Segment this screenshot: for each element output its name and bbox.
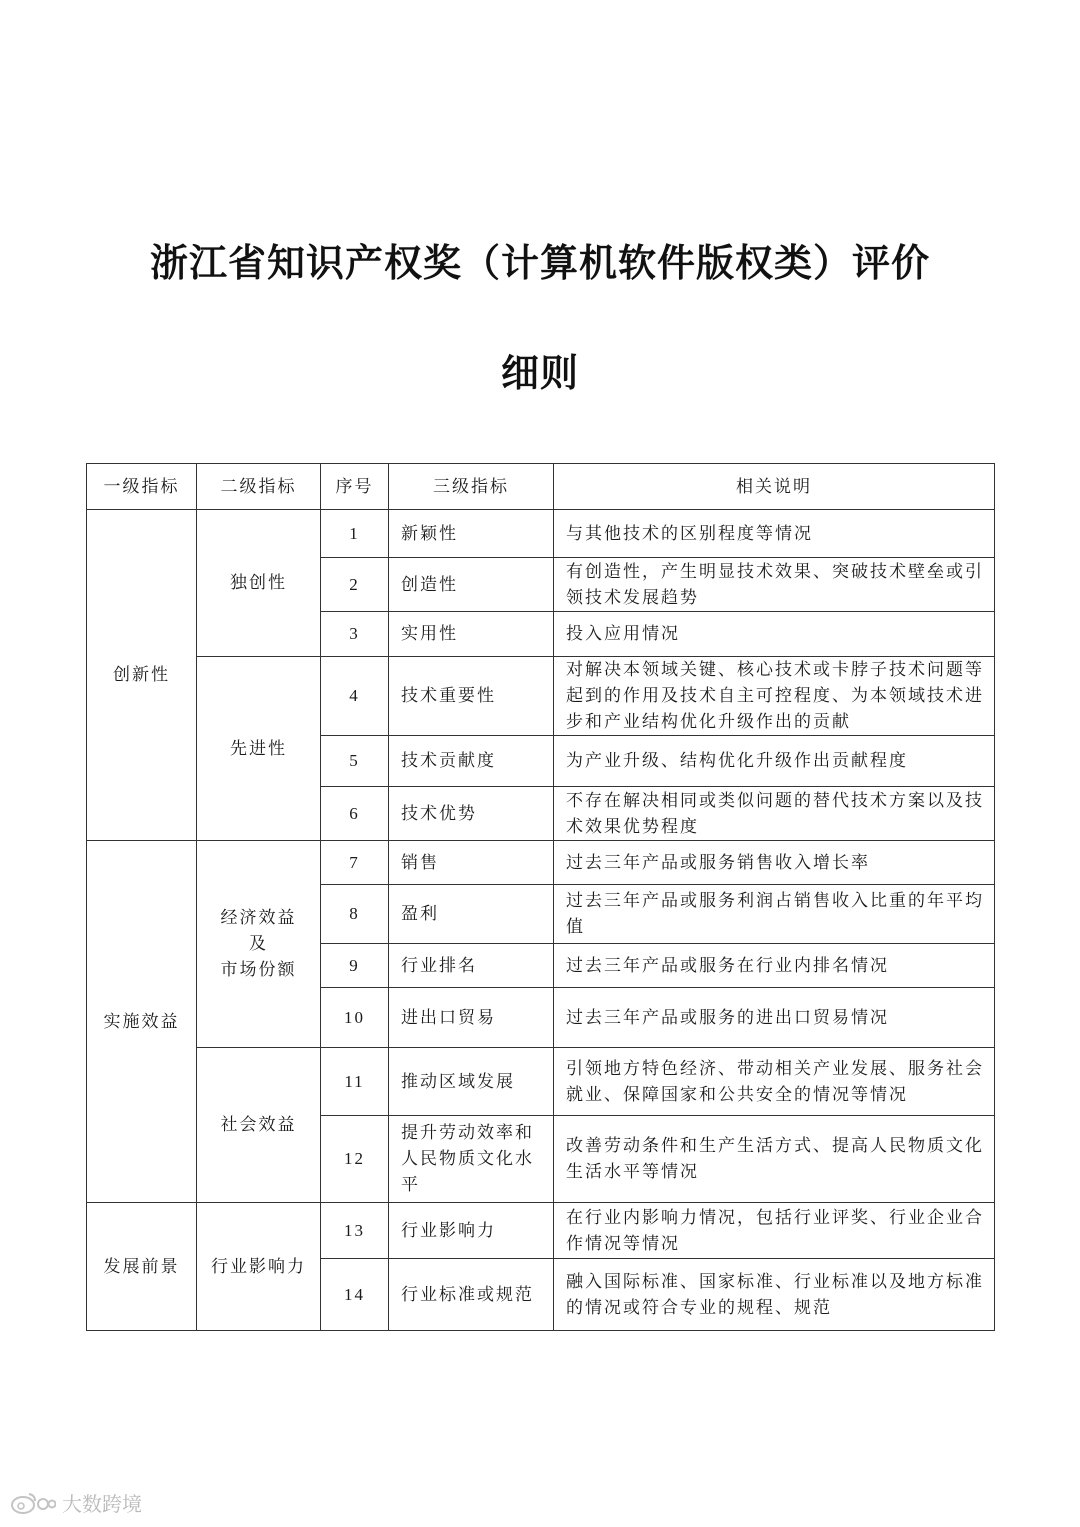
header-level1: 一级指标 bbox=[87, 464, 197, 510]
document-subtitle: 细则 bbox=[500, 351, 579, 395]
level2-cell: 社会效益 bbox=[197, 1048, 321, 1203]
row-number: 8 bbox=[321, 885, 389, 944]
description-cell: 对解决本领域关键、核心技术或卡脖子技术问题等起到的作用及技术自主可控程度、为本领域技术进步和产业结构优化升级作出的贡献 bbox=[554, 657, 995, 736]
level3-cell: 行业影响力 bbox=[389, 1203, 554, 1259]
description-cell: 融入国际标准、国家标准、行业标准以及地方标准的情况或符合专业的规程、规范 bbox=[554, 1259, 995, 1331]
description-cell: 投入应用情况 bbox=[554, 612, 995, 657]
level2-cell: 独创性 bbox=[197, 510, 321, 657]
level3-cell: 盈利 bbox=[389, 885, 554, 944]
description-cell: 有创造性，产生明显技术效果、突破技术壁垒或引领技术发展趋势 bbox=[554, 558, 995, 612]
description-cell: 过去三年产品或服务销售收入增长率 bbox=[554, 841, 995, 885]
level2-cell: 先进性 bbox=[197, 657, 321, 841]
row-number: 6 bbox=[321, 787, 389, 841]
description-cell: 改善劳动条件和生产生活方式、提高人民物质文化生活水平等情况 bbox=[554, 1116, 995, 1203]
row-number: 5 bbox=[321, 736, 389, 787]
evaluation-table bbox=[86, 463, 995, 1331]
description-cell: 过去三年产品或服务的进出口贸易情况 bbox=[554, 988, 995, 1048]
table-header-row bbox=[87, 464, 995, 510]
table-row bbox=[87, 1203, 995, 1259]
description-cell: 过去三年产品或服务利润占销售收入比重的年平均值 bbox=[554, 885, 995, 944]
table-row bbox=[87, 841, 995, 885]
level3-cell: 技术重要性 bbox=[389, 657, 554, 736]
level3-cell: 技术优势 bbox=[389, 787, 554, 841]
table-row bbox=[87, 1048, 995, 1116]
level3-cell: 销售 bbox=[389, 841, 554, 885]
level3-cell: 进出口贸易 bbox=[389, 988, 554, 1048]
description-cell: 不存在解决相同或类似问题的替代技术方案以及技术效果优势程度 bbox=[554, 787, 995, 841]
header-number: 序号 bbox=[321, 464, 389, 510]
level3-cell: 实用性 bbox=[389, 612, 554, 657]
row-number: 11 bbox=[321, 1048, 389, 1116]
level2-cell: 经济效益 及 市场份额 bbox=[197, 841, 321, 1048]
level1-cell: 发展前景 bbox=[87, 1203, 197, 1331]
description-cell: 引领地方特色经济、带动相关产业发展、服务社会就业、保障国家和公共安全的情况等情况 bbox=[554, 1048, 995, 1116]
level2-cell: 行业影响力 bbox=[197, 1203, 321, 1331]
row-number: 14 bbox=[321, 1259, 389, 1331]
row-number: 7 bbox=[321, 841, 389, 885]
level3-cell: 提升劳动效率和人民物质文化水平 bbox=[389, 1116, 554, 1203]
level3-cell: 新颖性 bbox=[389, 510, 554, 558]
description-cell: 过去三年产品或服务在行业内排名情况 bbox=[554, 944, 995, 988]
row-number: 3 bbox=[321, 612, 389, 657]
watermark-text: 大数跨境 bbox=[62, 1492, 142, 1516]
document-title: 浙江省知识产权奖（计算机软件版权类）评价 bbox=[149, 241, 930, 285]
description-cell: 在行业内影响力情况，包括行业评奖、行业企业合作情况等情况 bbox=[554, 1203, 995, 1259]
description-cell: 为产业升级、结构优化升级作出贡献程度 bbox=[554, 736, 995, 787]
row-number: 10 bbox=[321, 988, 389, 1048]
table-row bbox=[87, 510, 995, 558]
header-level2: 二级指标 bbox=[197, 464, 321, 510]
level3-cell: 行业标准或规范 bbox=[389, 1259, 554, 1331]
watermark bbox=[10, 1488, 142, 1517]
row-number: 2 bbox=[321, 558, 389, 612]
header-level3: 三级指标 bbox=[389, 464, 554, 510]
row-number: 13 bbox=[321, 1203, 389, 1259]
row-number: 9 bbox=[321, 944, 389, 988]
level3-cell: 技术贡献度 bbox=[389, 736, 554, 787]
table-row bbox=[87, 657, 995, 736]
row-number: 4 bbox=[321, 657, 389, 736]
level3-cell: 行业排名 bbox=[389, 944, 554, 988]
level1-cell: 实施效益 bbox=[87, 841, 197, 1203]
level1-cell: 创新性 bbox=[87, 510, 197, 841]
weibo-logo-icon bbox=[10, 1490, 56, 1516]
row-number: 1 bbox=[321, 510, 389, 558]
level3-cell: 推动区域发展 bbox=[389, 1048, 554, 1116]
header-description: 相关说明 bbox=[554, 464, 995, 510]
description-cell: 与其他技术的区别程度等情况 bbox=[554, 510, 995, 558]
row-number: 12 bbox=[321, 1116, 389, 1203]
level3-cell: 创造性 bbox=[389, 558, 554, 612]
